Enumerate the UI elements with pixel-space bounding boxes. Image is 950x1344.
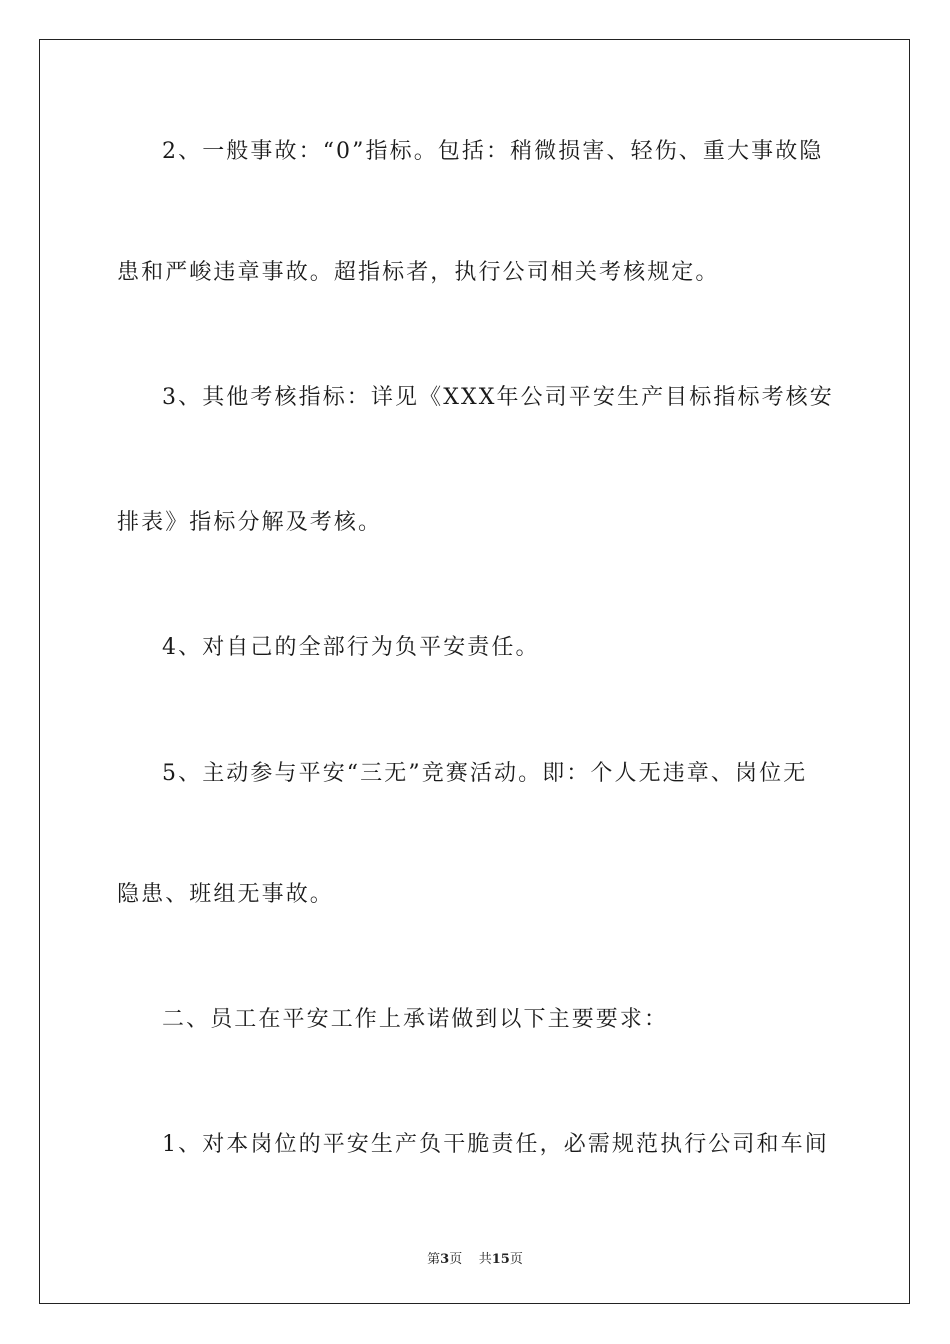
paragraph-line: 排表》指标分解及考核。 — [117, 510, 383, 535]
paragraph-line: 5、主动参与平安“三无”竞赛活动。即：个人无违章、岗位无 — [162, 761, 808, 786]
footer-total-pages: 15 — [491, 1252, 510, 1267]
paragraph-line: 隐患、班组无事故。 — [117, 882, 334, 907]
footer-total-suffix: 页 — [509, 1252, 523, 1267]
footer-page-number: 3 — [440, 1252, 450, 1267]
footer-page-suffix: 页 — [449, 1252, 463, 1267]
page-footer — [0, 1248, 950, 1267]
page-border — [39, 39, 910, 1304]
paragraph-line: 患和严峻违章事故。超指标者，执行公司相关考核规定。 — [117, 260, 720, 285]
paragraph-line: 二、员工在平安工作上承诺做到以下主要要求： — [162, 1007, 669, 1032]
footer-page-prefix: 第 — [427, 1252, 441, 1267]
footer-total-prefix: 共 — [478, 1252, 492, 1267]
paragraph-line: 2、一般事故：“0”指标。包括：稍微损害、轻伤、重大事故隐 — [162, 139, 824, 164]
paragraph-line: 4、对自己的全部行为负平安责任。 — [162, 635, 540, 660]
paragraph-line: 1、对本岗位的平安生产负干脆责任，必需规范执行公司和车间 — [162, 1132, 829, 1157]
paragraph-line: 3、其他考核指标：详见《XXX年公司平安生产目标指标考核安 — [162, 385, 834, 410]
